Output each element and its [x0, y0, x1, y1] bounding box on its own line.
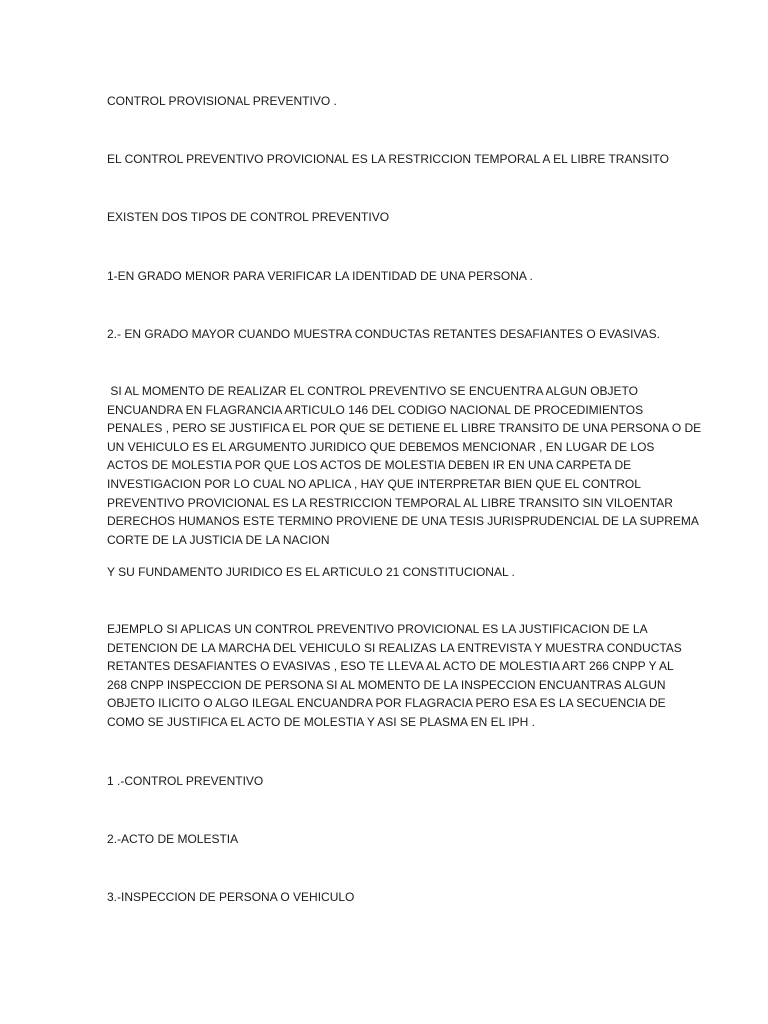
type-2-item: 2.- EN GRADO MAYOR CUANDO MUESTRA CONDUCTAS RETANTES DESAFIANTES O EVASIVAS.	[107, 327, 660, 341]
document-heading: CONTROL PROVISIONAL PREVENTIVO .	[107, 94, 337, 108]
sequence-item-3: 3.-INSPECCION DE PERSONA O VEHICULO	[107, 890, 355, 904]
paragraph-line: OBJETO ILICITO O ALGO ILEGAL ENCUANDRA POR FLAGRACIA PERO ESA ES LA SECUENCIA DE	[107, 696, 666, 711]
type-1-item: 1-EN GRADO MENOR PARA VERIFICAR LA IDENTIDAD DE UNA PERSONA .	[107, 269, 533, 283]
paragraph-line: RETANTES DESAFIANTES O EVASIVAS , ESO TE LLEVA AL ACTO DE MOLESTIA ART 266 CNPP Y AL	[107, 659, 674, 674]
sequence-item-1: 1 .-CONTROL PREVENTIVO	[107, 774, 264, 788]
paragraph-line: INVESTIGACION POR LO CUAL NO APLICA , HAY QUE INTERPRETAR BIEN QUE EL CONTROL	[107, 476, 641, 491]
paragraph-line: PREVENTIVO PROVICIONAL ES LA RESTRICCION TEMPORAL AL LIBRE TRANSITO SIN VILOENTAR	[107, 495, 673, 510]
paragraph-line: ENCUANDRA EN FLAGRANCIA ARTICULO 146 DEL CODIGO NACIONAL DE PROCEDIMIENTOS	[107, 402, 644, 417]
paragraph-line: DETENCION DE LA MARCHA DEL VEHICULO SI REALIZAS LA ENTREVISTA Y MUESTRA CONDUCTAS	[107, 640, 682, 655]
paragraph-line: 268 CNPP INSPECCION DE PERSONA SI AL MOMENTO DE LA INSPECCION ENCUANTRAS ALGUN	[107, 677, 666, 692]
types-intro-text: EXISTEN DOS TIPOS DE CONTROL PREVENTIVO	[107, 210, 390, 224]
sequence-item-2: 2.-ACTO DE MOLESTIA	[107, 832, 239, 846]
paragraph-line: PENALES , PERO SE JUSTIFICA EL POR QUE SE DETIENE EL LIBRE TRANSITO DE UNA PERSONA O DE	[107, 421, 702, 436]
explanation-paragraph	[107, 382, 701, 549]
paragraph-line: SI AL MOMENTO DE REALIZAR EL CONTROL PREVENTIVO SE ENCUENTRA ALGUN OBJETO	[107, 384, 639, 398]
paragraph-line: COMO SE JUSTIFICA EL ACTO DE MOLESTIA Y ASI SE PLASMA EN EL IPH .	[107, 714, 535, 729]
paragraph-line: ACTOS DE MOLESTIA POR QUE LOS ACTOS DE MOLESTIA DEBEN IR EN UNA CARPETA DE	[107, 458, 632, 473]
paragraph-line: CORTE DE LA JUSTICIA DE LA NACION	[107, 532, 330, 547]
example-paragraph	[107, 620, 682, 732]
definition-text: EL CONTROL PREVENTIVO PROVICIONAL ES LA RESTRICCION TEMPORAL A EL LIBRE TRANSITO	[107, 152, 669, 166]
paragraph-line: UN VEHICULO ES EL ARGUMENTO JURIDICO QUE DEBEMOS MENCIONAR , EN LUGAR DE LOS	[107, 439, 655, 454]
legal-basis-text: Y SU FUNDAMENTO JURIDICO ES EL ARTICULO 21 CONSTITUCIONAL .	[107, 565, 515, 579]
paragraph-line: DERECHOS HUMANOS ESTE TERMINO PROVIENE DE UNA TESIS JURISPRUDENCIAL DE LA SUPREMA	[107, 514, 699, 529]
paragraph-line: EJEMPLO SI APLICAS UN CONTROL PREVENTIVO PROVICIONAL ES LA JUSTIFICACION DE LA	[107, 622, 648, 636]
